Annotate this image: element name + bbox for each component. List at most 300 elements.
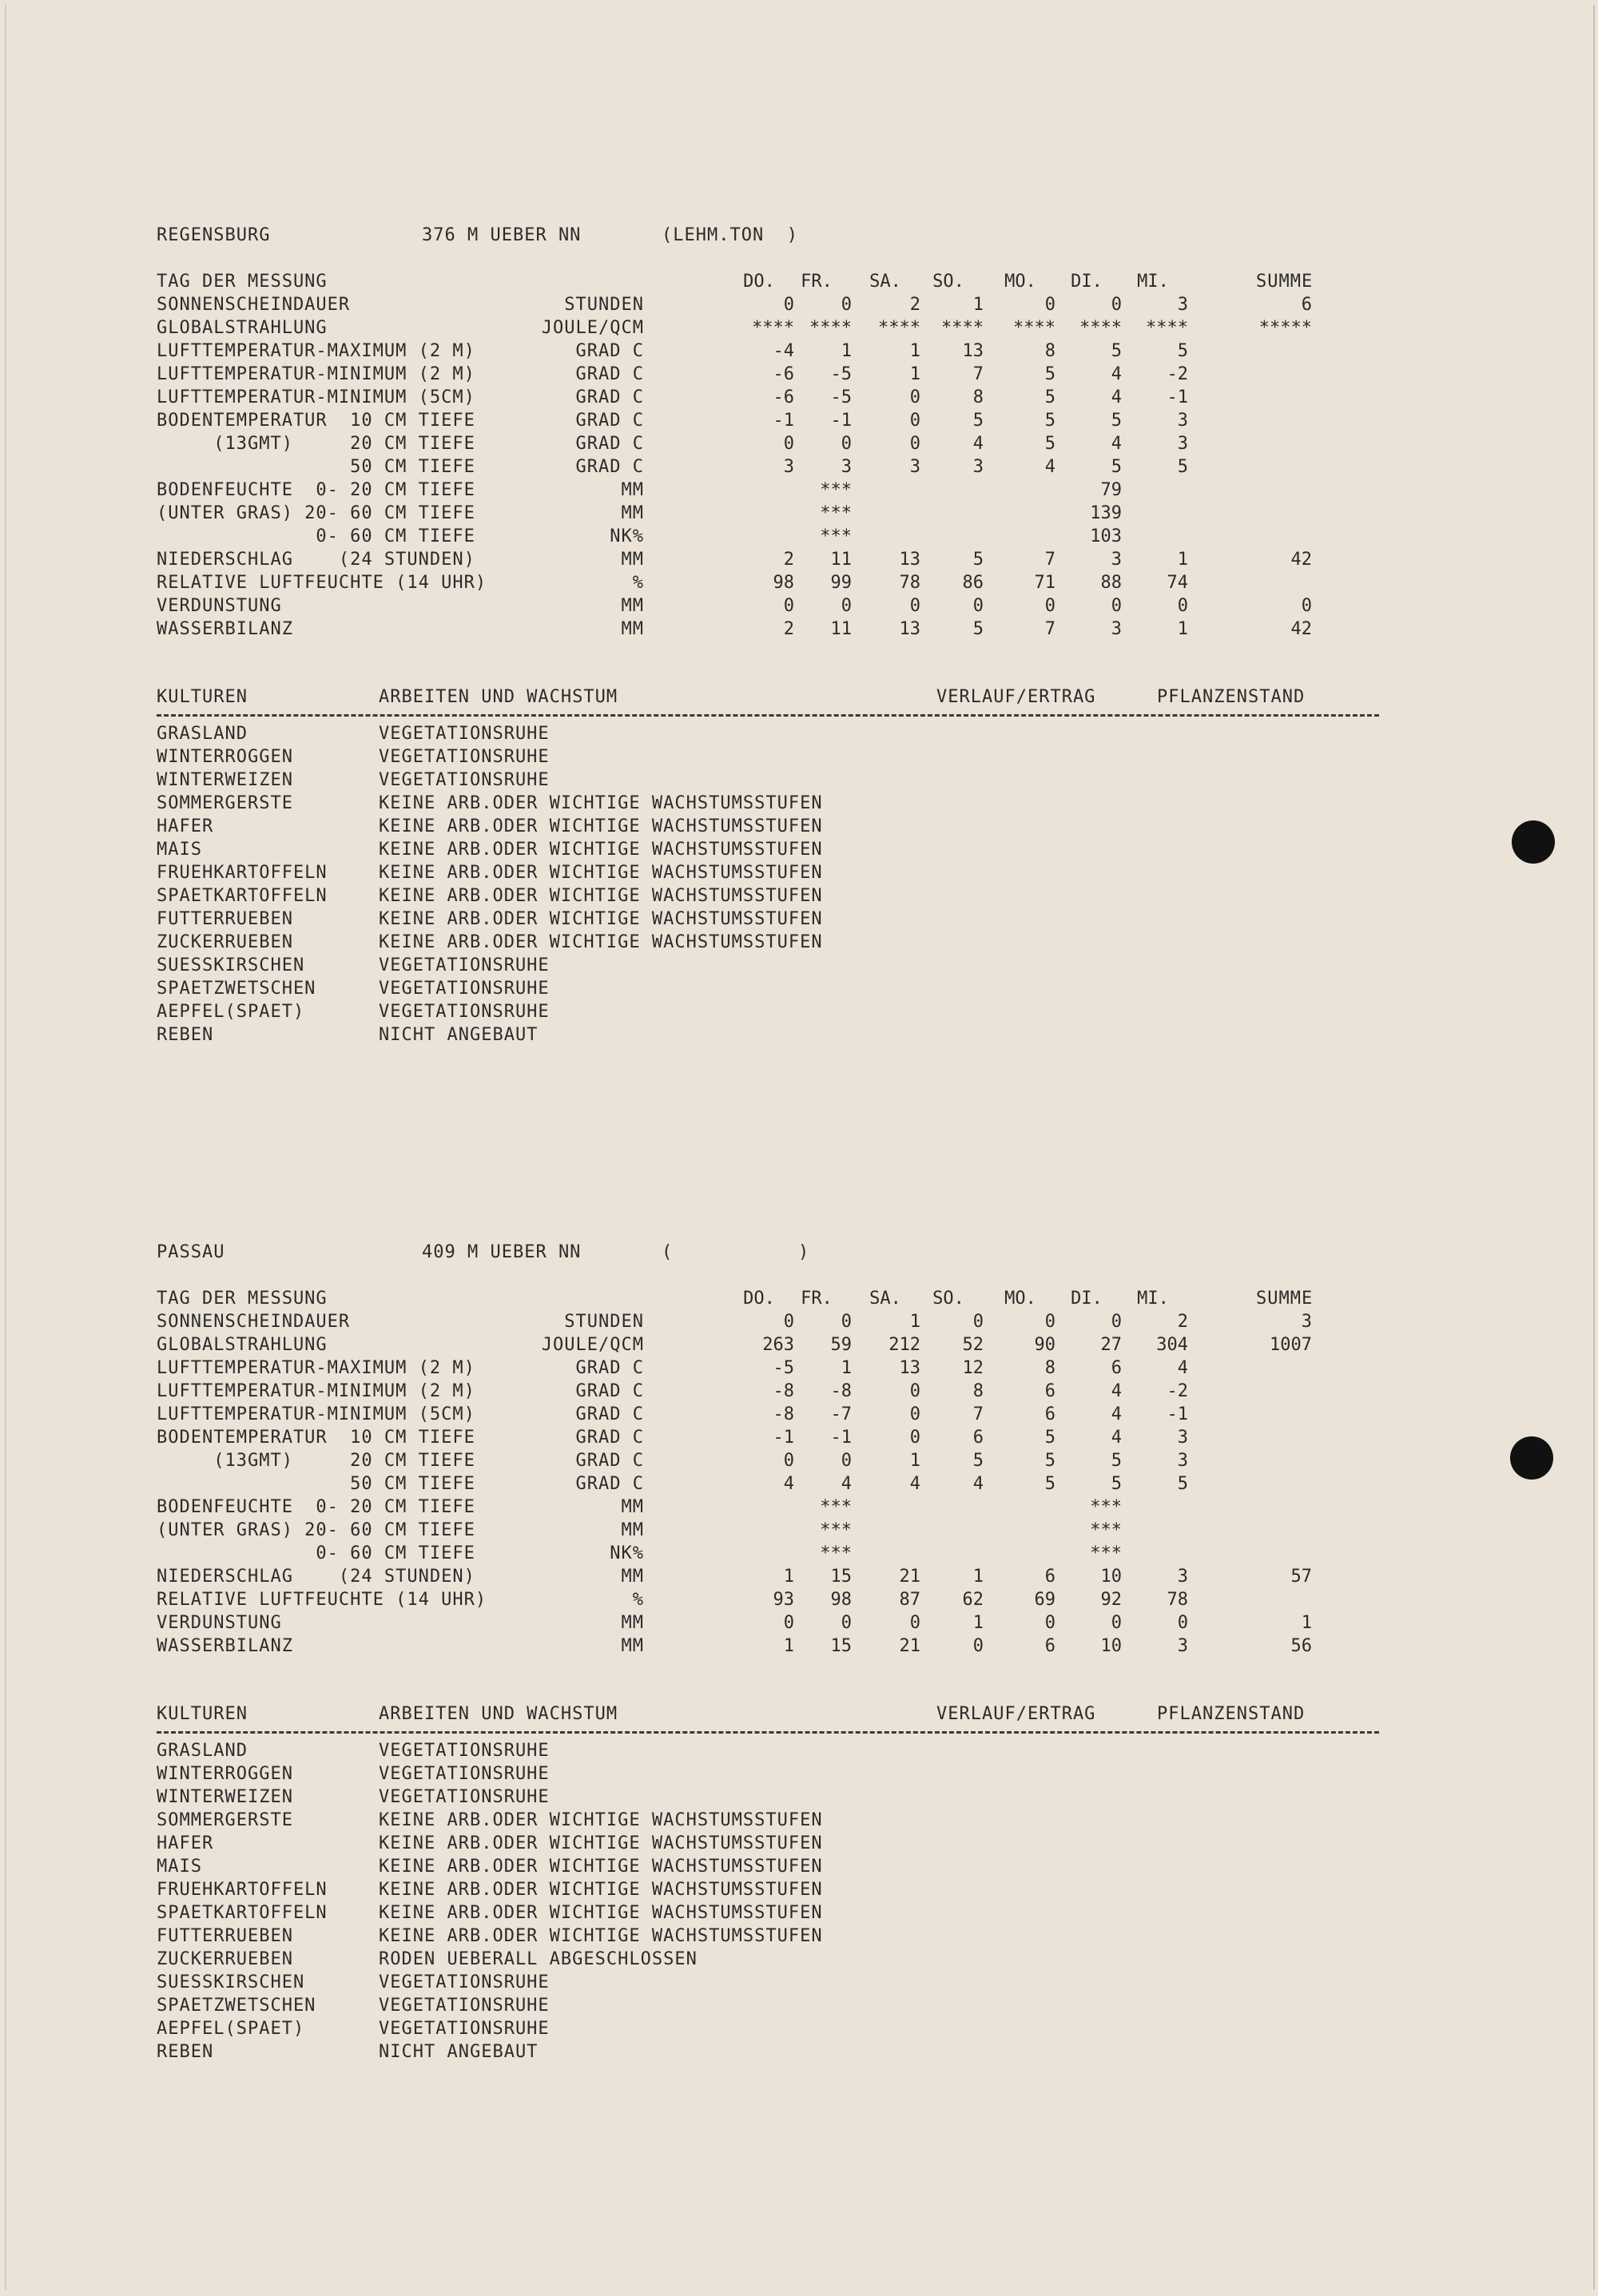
measurement-value: 4 (1111, 1381, 1122, 1401)
crop-status: KEINE ARB.ODER WICHTIGE WACHSTUMSSTUFEN (379, 1903, 823, 1923)
measurement-value: 3 (783, 457, 794, 477)
measurement-value: 1 (1177, 619, 1188, 639)
measurement-value: 92 (1100, 1590, 1122, 1610)
crop-status: VEGETATIONSRUHE (379, 1741, 550, 1761)
crop-status: VEGETATIONSRUHE (379, 1787, 550, 1807)
measurement-value: **** (1013, 318, 1055, 338)
crops-col-cultures: KULTUREN (157, 687, 248, 707)
measurement-value: 7 (1044, 550, 1055, 570)
crop-status: KEINE ARB.ODER WICHTIGE WACHSTUMSSTUFEN (379, 932, 823, 952)
measurement-sum: 1007 (1270, 1335, 1312, 1355)
day-header: SA. (869, 1289, 901, 1309)
measurement-value: 7 (1044, 619, 1055, 639)
crop-name: WINTERROGGEN (157, 1764, 293, 1784)
measurement-value: 6 (1044, 1381, 1055, 1401)
crop-name: REBEN (157, 2042, 214, 2062)
crop-status: KEINE ARB.ODER WICHTIGE WACHSTUMSSTUFEN (379, 909, 823, 929)
measurement-sum: 3 (1301, 1312, 1312, 1332)
measurement-value: 4 (972, 434, 984, 454)
crop-name: FRUEHKARTOFFELN (157, 1880, 328, 1900)
measurement-value: 0 (841, 1312, 852, 1332)
measurement-value: 1 (909, 364, 920, 384)
measurement-name: VERDUNSTUNG (157, 596, 282, 616)
measurement-value: 13 (899, 550, 920, 570)
measurement-value: 98 (830, 1590, 852, 1610)
measurement-name: (UNTER GRAS) 20- 60 CM TIEFE (157, 503, 475, 523)
measurement-value: 5 (1111, 411, 1122, 431)
measurement-value: 5 (1044, 1428, 1055, 1448)
sum-header: SUMME (1256, 272, 1314, 292)
measurement-value: -6 (773, 387, 794, 407)
measurement-value: 3 (1177, 295, 1188, 315)
measurement-value: 27 (1100, 1335, 1122, 1355)
measurement-name: 50 CM TIEFE (157, 457, 475, 477)
crop-name: SPAETKARTOFFELN (157, 886, 328, 906)
measurement-value: 5 (1177, 457, 1188, 477)
crop-name: HAFER (157, 1833, 214, 1853)
measurement-name: LUFTTEMPERATUR-MINIMUM (5CM) (157, 1404, 475, 1424)
day-header: MO. (1004, 1289, 1036, 1309)
measurement-value: 263 (762, 1335, 794, 1355)
measurement-value: 3 (1177, 1451, 1188, 1471)
measurement-name: BODENFEUCHTE 0- 20 CM TIEFE (157, 480, 475, 500)
day-header: SO. (932, 272, 964, 292)
crop-status: KEINE ARB.ODER WICHTIGE WACHSTUMSSTUFEN (379, 1926, 823, 1946)
measurement-value: 0 (1177, 596, 1188, 616)
crop-name: SPAETKARTOFFELN (157, 1903, 328, 1923)
measurement-name: RELATIVE LUFTFEUCHTE (14 UHR) (157, 573, 487, 593)
crop-status: KEINE ARB.ODER WICHTIGE WACHSTUMSSTUFEN (379, 840, 823, 860)
measurement-value: 13 (899, 619, 920, 639)
crop-status: KEINE ARB.ODER WICHTIGE WACHSTUMSSTUFEN (379, 793, 823, 813)
measurement-value: 0 (1044, 1613, 1055, 1633)
measurement-value: 12 (962, 1358, 984, 1378)
measurement-value: 4 (972, 1474, 984, 1494)
measurement-value: 0 (841, 1613, 852, 1633)
measurement-value: 5 (1111, 1474, 1122, 1494)
measurement-name: LUFTTEMPERATUR-MAXIMUM (2 M) (157, 1358, 475, 1378)
measurement-value: 52 (962, 1335, 984, 1355)
measurement-value: 7 (972, 1404, 984, 1424)
measurement-sum: 0 (1301, 596, 1312, 616)
day-header: DI. (1071, 1289, 1103, 1309)
measurement-sum: 42 (1290, 619, 1312, 639)
crop-status: VEGETATIONSRUHE (379, 1002, 550, 1022)
day-header: SA. (869, 272, 901, 292)
measurement-value: -1 (1167, 387, 1188, 407)
measurement-value: 15 (830, 1636, 852, 1656)
measurement-value: 87 (899, 1590, 920, 1610)
measurement-value: 10 (1100, 1636, 1122, 1656)
measurement-value: 7 (972, 364, 984, 384)
measurement-value: 3 (972, 457, 984, 477)
measurement-value: -6 (773, 364, 794, 384)
measurement-value: 1 (783, 1567, 794, 1587)
measurement-name: GLOBALSTRAHLUNG (157, 1335, 328, 1355)
measurement-name: (13GMT) 20 CM TIEFE (157, 1451, 475, 1471)
measurement-value: 1 (909, 1451, 920, 1471)
measurement-name: 50 CM TIEFE (157, 1474, 475, 1494)
crop-status: KEINE ARB.ODER WICHTIGE WACHSTUMSSTUFEN (379, 1833, 823, 1853)
crop-status: KEINE ARB.ODER WICHTIGE WACHSTUMSSTUFEN (379, 1810, 823, 1830)
measurement-value: 8 (972, 1381, 984, 1401)
measurement-value: 0 (783, 1451, 794, 1471)
crops-divider (157, 714, 1379, 717)
measurement-name: LUFTTEMPERATUR-MINIMUM (5CM) (157, 387, 475, 407)
measurement-value: 0 (909, 1381, 920, 1401)
measurement-value: 0 (1111, 1312, 1122, 1332)
measurement-value: 99 (830, 573, 852, 593)
measurement-name: 0- 60 CM TIEFE (157, 1543, 475, 1563)
measurement-value: *** (820, 1543, 852, 1563)
crops-divider (157, 1731, 1379, 1734)
measurement-value: -8 (773, 1381, 794, 1401)
measurement-value: 4 (1111, 387, 1122, 407)
measurement-value: 62 (962, 1590, 984, 1610)
station-name: REGENSBURG (157, 225, 271, 245)
measurement-value: 0 (1111, 1613, 1122, 1633)
measurement-value: 0 (783, 1613, 794, 1633)
measurement-value: 4 (1177, 1358, 1188, 1378)
measurement-sum: 56 (1290, 1636, 1312, 1656)
measurement-value: 5 (1044, 411, 1055, 431)
crops-col-work: ARBEITEN UND WACHSTUM (379, 1704, 618, 1724)
measurement-value: 5 (1044, 364, 1055, 384)
measurement-value: 0 (1044, 1312, 1055, 1332)
measurement-value: -8 (830, 1381, 852, 1401)
station-soil: (LEHM.TON ) (662, 225, 798, 245)
day-header: MO. (1004, 272, 1036, 292)
measurement-value: 5 (1177, 1474, 1188, 1494)
crop-status: VEGETATIONSRUHE (379, 1764, 550, 1784)
measurement-value: 1 (972, 1567, 984, 1587)
measurement-value: 1 (1177, 550, 1188, 570)
measurement-value: 11 (830, 550, 852, 570)
crop-name: WINTERROGGEN (157, 747, 293, 767)
measurement-sum: 6 (1301, 295, 1312, 315)
crop-status: VEGETATIONSRUHE (379, 955, 550, 975)
measurement-value: 8 (1044, 341, 1055, 361)
measurement-value: -1 (773, 1428, 794, 1448)
crop-name: SPAETZWETSCHEN (157, 979, 316, 999)
crops-col-work: ARBEITEN UND WACHSTUM (379, 687, 618, 707)
measurement-value: 78 (899, 573, 920, 593)
measurement-name: BODENFEUCHTE 0- 20 CM TIEFE (157, 1497, 475, 1517)
crops-col-stand: PFLANZENSTAND (1157, 1704, 1306, 1724)
crop-status: VEGETATIONSRUHE (379, 1996, 550, 2016)
measurement-name: NIEDERSCHLAG (24 STUNDEN) (157, 550, 475, 570)
measurement-value: *** (820, 480, 852, 500)
crop-name: ZUCKERRUEBEN (157, 1949, 293, 1969)
measurement-value: 6 (1044, 1636, 1055, 1656)
measurement-name: WASSERBILANZ (157, 1636, 293, 1656)
measurement-value: *** (1090, 1497, 1122, 1517)
measurement-value: 69 (1034, 1590, 1055, 1610)
measurement-value: 0 (1044, 295, 1055, 315)
measurement-value: -1 (773, 411, 794, 431)
measurement-value: *** (820, 1520, 852, 1540)
crop-status: KEINE ARB.ODER WICHTIGE WACHSTUMSSTUFEN (379, 863, 823, 883)
measurement-value: 2 (1177, 1312, 1188, 1332)
day-header: DO. (743, 1289, 775, 1309)
punch-hole-upper (1512, 820, 1555, 864)
measurement-value: 8 (1044, 1358, 1055, 1378)
crop-status: KEINE ARB.ODER WICHTIGE WACHSTUMSSTUFEN (379, 1880, 823, 1900)
crop-status: VEGETATIONSRUHE (379, 770, 550, 790)
crop-name: SPAETZWETSCHEN (157, 1996, 316, 2016)
crop-status: NICHT ANGEBAUT (379, 2042, 539, 2062)
measurement-value: *** (1090, 1543, 1122, 1563)
crop-status: KEINE ARB.ODER WICHTIGE WACHSTUMSSTUFEN (379, 1857, 823, 1877)
measurement-value: 86 (962, 573, 984, 593)
measurement-value: 5 (1111, 341, 1122, 361)
measurement-value: 1 (841, 341, 852, 361)
measurement-value: -5 (773, 1358, 794, 1378)
measurement-name: SONNENSCHEINDAUER (157, 295, 351, 315)
measurement-value: 1 (972, 295, 984, 315)
measurement-value: 1 (841, 1358, 852, 1378)
measurement-value: 6 (1044, 1404, 1055, 1424)
measurement-value: **** (1079, 318, 1122, 338)
measurement-value: -4 (773, 341, 794, 361)
crop-name: AEPFEL(SPAET) (157, 2019, 305, 2039)
measurement-value: 3 (1111, 550, 1122, 570)
measurement-name: NIEDERSCHLAG (24 STUNDEN) (157, 1567, 475, 1587)
measurement-value: 4 (1044, 457, 1055, 477)
crop-name: SOMMERGERSTE (157, 1810, 293, 1830)
measurement-value: 4 (1111, 1404, 1122, 1424)
measurement-value: 93 (773, 1590, 794, 1610)
measurement-value: 6 (972, 1428, 984, 1448)
measurement-value: 0 (783, 434, 794, 454)
measurement-value: 3 (1177, 411, 1188, 431)
crop-name: SUESSKIRSCHEN (157, 955, 305, 975)
measurement-value: 4 (783, 1474, 794, 1494)
measurement-value: 6 (1044, 1567, 1055, 1587)
day-header: FR. (801, 1289, 833, 1309)
measurement-value: 5 (1111, 457, 1122, 477)
measurement-value: 21 (899, 1567, 920, 1587)
measurement-value: 13 (962, 341, 984, 361)
station-elevation: 409 M UEBER NN (422, 1242, 582, 1262)
crop-status: KEINE ARB.ODER WICHTIGE WACHSTUMSSTUFEN (379, 886, 823, 906)
measurement-value: 0 (909, 1404, 920, 1424)
measurement-value: 1 (909, 341, 920, 361)
measurement-value: *** (1090, 1520, 1122, 1540)
measurement-value: *** (820, 503, 852, 523)
sum-header: SUMME (1256, 1289, 1314, 1309)
crop-status: RODEN UEBERALL ABGESCHLOSSEN (379, 1949, 698, 1969)
measurement-value: 0 (972, 1636, 984, 1656)
crop-status: VEGETATIONSRUHE (379, 979, 550, 999)
measurement-value: 0 (841, 1451, 852, 1471)
measurement-value: 0 (783, 295, 794, 315)
measurement-value: 1 (783, 1636, 794, 1656)
day-header: MI. (1137, 1289, 1169, 1309)
day-label: TAG DER MESSUNG (157, 272, 328, 292)
measurement-value: 3 (1177, 1636, 1188, 1656)
measurement-value: 139 (1090, 503, 1122, 523)
measurement-value: **** (752, 318, 794, 338)
measurement-value: -2 (1167, 364, 1188, 384)
measurement-name: RELATIVE LUFTFEUCHTE (14 UHR) (157, 1590, 487, 1610)
crops-col-progress: VERLAUF/ERTRAG (936, 687, 1096, 707)
measurement-value: 10 (1100, 1567, 1122, 1587)
measurement-value: 0 (909, 387, 920, 407)
measurement-value: 0 (1044, 596, 1055, 616)
crop-status: NICHT ANGEBAUT (379, 1025, 539, 1045)
measurement-value: **** (1146, 318, 1188, 338)
measurement-value: 5 (1177, 341, 1188, 361)
crop-name: GRASLAND (157, 1741, 248, 1761)
measurement-name: VERDUNSTUNG (157, 1613, 282, 1633)
crop-name: HAFER (157, 816, 214, 836)
measurement-value: 3 (1177, 434, 1188, 454)
crops-col-progress: VERLAUF/ERTRAG (936, 1704, 1096, 1724)
measurement-value: 79 (1100, 480, 1122, 500)
measurement-name: LUFTTEMPERATUR-MINIMUM (2 M) (157, 364, 475, 384)
measurement-value: 0 (1111, 596, 1122, 616)
measurement-value: **** (809, 318, 852, 338)
measurement-value: 5 (1044, 387, 1055, 407)
crop-name: MAIS (157, 1857, 202, 1877)
crop-name: WINTERWEIZEN (157, 770, 293, 790)
punch-hole-lower (1510, 1436, 1553, 1480)
measurement-value: 0 (783, 1312, 794, 1332)
measurement-value: 78 (1167, 1590, 1188, 1610)
crops-col-cultures: KULTUREN (157, 1704, 248, 1724)
crop-name: WINTERWEIZEN (157, 1787, 293, 1807)
measurement-value: *** (820, 526, 852, 546)
crop-name: SUESSKIRSCHEN (157, 1972, 305, 1992)
measurement-value: 2 (783, 550, 794, 570)
measurement-value: 3 (841, 457, 852, 477)
measurement-value: 0 (841, 596, 852, 616)
measurement-value: 0 (909, 1613, 920, 1633)
measurement-value: 59 (830, 1335, 852, 1355)
measurement-value: 6 (1111, 1358, 1122, 1378)
measurement-value: 0 (783, 596, 794, 616)
measurement-value: 98 (773, 573, 794, 593)
measurement-value: -1 (830, 1428, 852, 1448)
measurement-value: 15 (830, 1567, 852, 1587)
crop-name: FRUEHKARTOFFELN (157, 863, 328, 883)
measurement-value: 0 (909, 596, 920, 616)
crop-name: AEPFEL(SPAET) (157, 1002, 305, 1022)
measurement-value: 4 (1111, 1428, 1122, 1448)
crop-name: REBEN (157, 1025, 214, 1045)
measurement-value: 0 (1177, 1613, 1188, 1633)
measurement-value: 0 (1111, 295, 1122, 315)
station-soil: ( ) (662, 1242, 810, 1262)
measurement-sum: 42 (1290, 550, 1312, 570)
measurement-value: 2 (783, 619, 794, 639)
day-header: DI. (1071, 272, 1103, 292)
measurement-name: LUFTTEMPERATUR-MINIMUM (2 M) (157, 1381, 475, 1401)
crop-status: VEGETATIONSRUHE (379, 2019, 550, 2039)
measurement-sum: ***** (1258, 318, 1312, 338)
measurement-value: 0 (972, 1312, 984, 1332)
measurement-value: 5 (1044, 1451, 1055, 1471)
measurement-value: 21 (899, 1636, 920, 1656)
crop-status: KEINE ARB.ODER WICHTIGE WACHSTUMSSTUFEN (379, 816, 823, 836)
crop-name: FUTTERRUEBEN (157, 1926, 293, 1946)
crop-name: MAIS (157, 840, 202, 860)
measurement-value: 5 (1044, 1474, 1055, 1494)
crop-name: FUTTERRUEBEN (157, 909, 293, 929)
measurement-value: 1 (972, 1613, 984, 1633)
measurement-value: -8 (773, 1404, 794, 1424)
measurement-value: -2 (1167, 1381, 1188, 1401)
crop-name: SOMMERGERSTE (157, 793, 293, 813)
measurement-name: BODENTEMPERATUR 10 CM TIEFE (157, 411, 475, 431)
measurement-sum: 1 (1301, 1613, 1312, 1633)
measurement-name: GLOBALSTRAHLUNG (157, 318, 328, 338)
day-label: TAG DER MESSUNG (157, 1289, 328, 1309)
measurement-value: **** (878, 318, 920, 338)
measurement-value: 3 (909, 457, 920, 477)
crops-col-stand: PFLANZENSTAND (1157, 687, 1306, 707)
measurement-name: WASSERBILANZ (157, 619, 293, 639)
measurement-name: (UNTER GRAS) 20- 60 CM TIEFE (157, 1520, 475, 1540)
measurement-value: 0 (841, 434, 852, 454)
measurement-value: 0 (909, 1428, 920, 1448)
measurement-value: 5 (1111, 1451, 1122, 1471)
measurement-value: 0 (972, 596, 984, 616)
crop-name: ZUCKERRUEBEN (157, 932, 293, 952)
day-header: MI. (1137, 272, 1169, 292)
measurement-value: 90 (1034, 1335, 1055, 1355)
measurement-value: 88 (1100, 573, 1122, 593)
measurement-value: 0 (909, 434, 920, 454)
station-elevation: 376 M UEBER NN (422, 225, 582, 245)
measurement-name: BODENTEMPERATUR 10 CM TIEFE (157, 1428, 475, 1448)
measurement-value: 13 (899, 1358, 920, 1378)
measurement-value: 5 (972, 619, 984, 639)
day-header: DO. (743, 272, 775, 292)
measurement-name: SONNENSCHEINDAUER (157, 1312, 351, 1332)
measurement-name: LUFTTEMPERATUR-MAXIMUM (2 M) (157, 341, 475, 361)
day-header: FR. (801, 272, 833, 292)
measurement-value: -1 (1167, 1404, 1188, 1424)
measurement-value: 5 (972, 1451, 984, 1471)
measurement-value: 4 (909, 1474, 920, 1494)
crop-status: VEGETATIONSRUHE (379, 724, 550, 744)
measurement-value: 0 (841, 295, 852, 315)
measurement-value: -1 (830, 411, 852, 431)
day-header: SO. (932, 1289, 964, 1309)
measurement-value: 1 (909, 1312, 920, 1332)
measurement-value: 4 (841, 1474, 852, 1494)
measurement-value: -5 (830, 387, 852, 407)
measurement-value: 3 (1177, 1567, 1188, 1587)
measurement-value: 212 (888, 1335, 920, 1355)
measurement-value: 4 (1111, 434, 1122, 454)
measurement-value: 5 (972, 411, 984, 431)
measurement-value: 11 (830, 619, 852, 639)
measurement-value: -7 (830, 1404, 852, 1424)
measurement-value: *** (820, 1497, 852, 1517)
measurement-value: 3 (1111, 619, 1122, 639)
measurement-value: 3 (1177, 1428, 1188, 1448)
measurement-value: 4 (1111, 364, 1122, 384)
crop-status: VEGETATIONSRUHE (379, 747, 550, 767)
measurement-sum: 57 (1290, 1567, 1312, 1587)
measurement-value: 74 (1167, 573, 1188, 593)
measurement-value: 103 (1090, 526, 1122, 546)
measurement-value: 5 (1044, 434, 1055, 454)
measurement-value: 2 (909, 295, 920, 315)
